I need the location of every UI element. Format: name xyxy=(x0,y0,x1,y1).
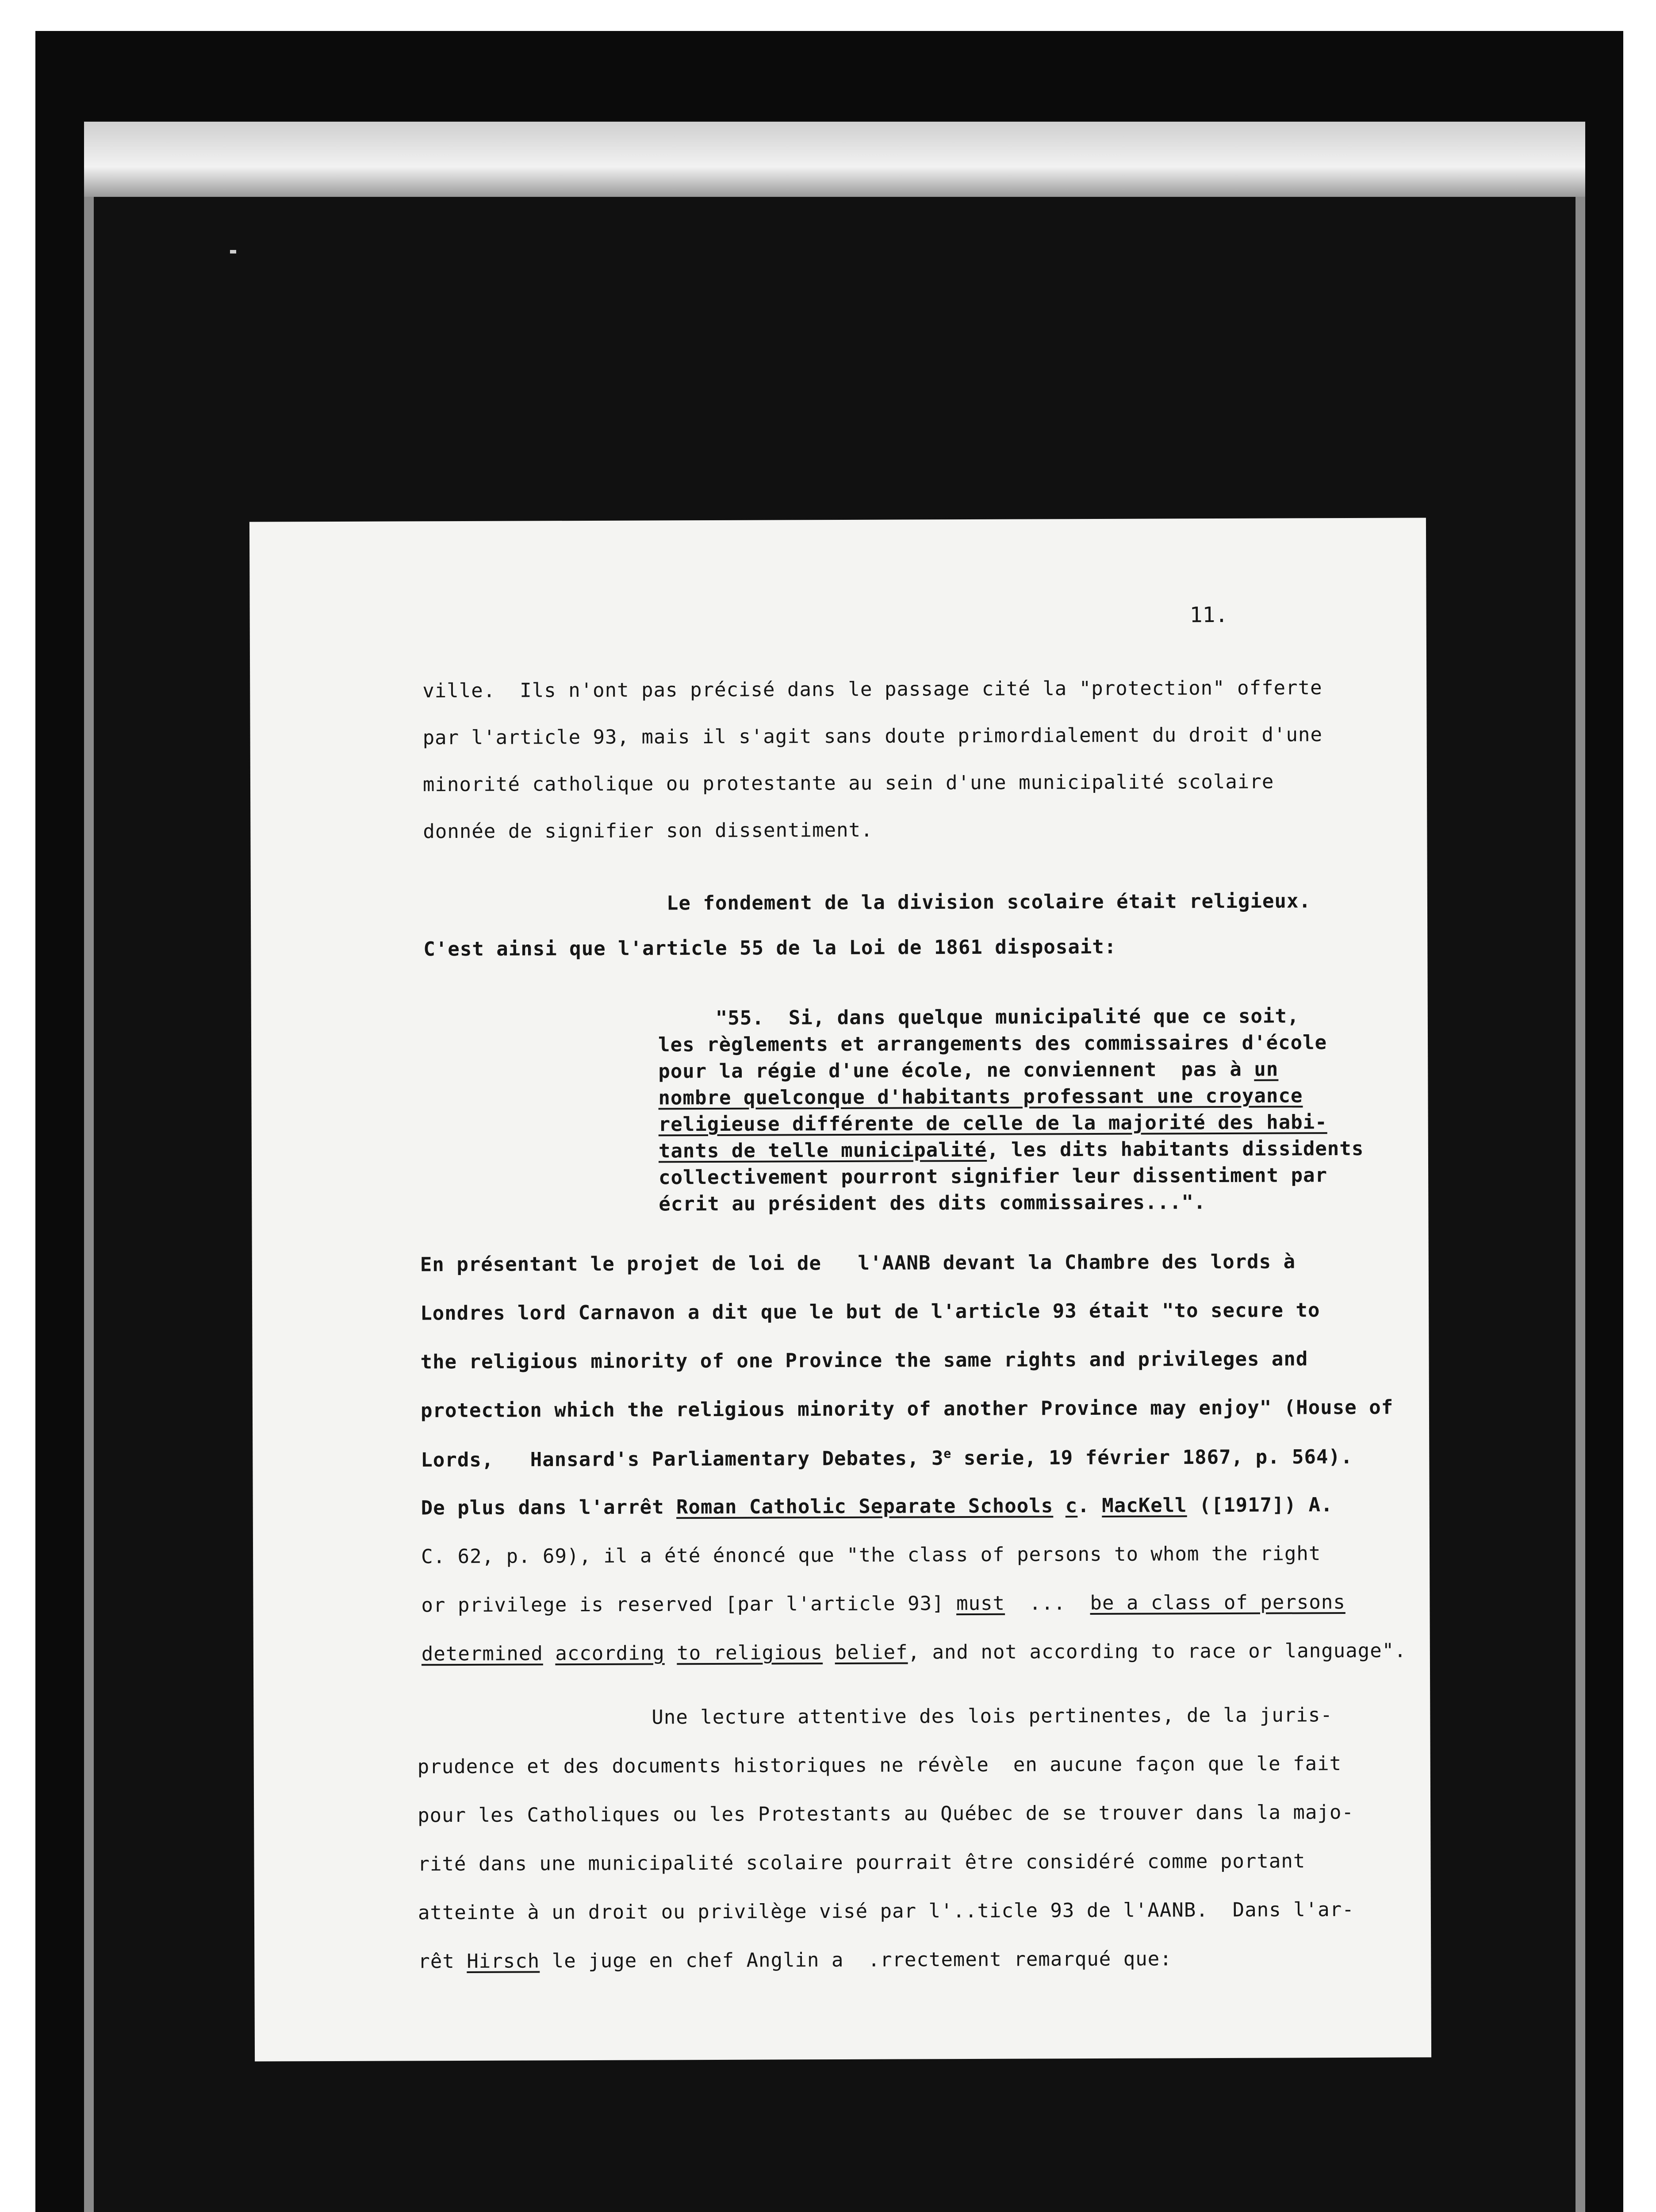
quote-line: écrit au président des dits commissaires...". xyxy=(659,1191,1206,1216)
underlined-text: be a class of persons xyxy=(1090,1591,1346,1615)
case-name: Roman Catholic Separate Schools xyxy=(676,1494,1054,1519)
film-frame-top-strip xyxy=(84,122,1585,197)
para3-text xyxy=(665,1642,677,1664)
underlined-text: must xyxy=(956,1592,1005,1615)
para4-line: rité dans une municipalité scolaire pourrait être considéré comme portant xyxy=(418,1850,1306,1876)
case-name: MacKell xyxy=(1102,1494,1187,1517)
quote-text: , les dits habitants dissidents xyxy=(987,1137,1364,1161)
para3-line xyxy=(421,1591,1345,1617)
case-name: Hirsch xyxy=(467,1950,540,1973)
para3-text: De plus dans l'arrêt xyxy=(421,1496,677,1520)
para2-line: C'est ainsi que l'article 55 de la Loi de 1861 disposait: xyxy=(423,935,1117,961)
para4-text: le juge en chef Anglin a .rrectement remarqué que: xyxy=(540,1947,1172,1973)
para4-line: atteinte à un droit ou privilège visé par l'..ticle 93 de l'AANB. Dans l'ar- xyxy=(418,1898,1354,1924)
para3-line xyxy=(421,1494,1333,1519)
underlined-text: belief xyxy=(835,1641,908,1664)
quote-line: "55. Si, dans quelque municipalité que ce soit, xyxy=(715,1005,1300,1029)
quote-text: pour la régie d'une école, ne conviennent pas à xyxy=(658,1058,1254,1083)
para4-text: rêt xyxy=(418,1950,467,1973)
para3-line xyxy=(422,1640,1407,1666)
para3-text xyxy=(823,1641,835,1664)
speck xyxy=(230,250,236,253)
quote-line: nombre quelconque d'habitants professant une croyance xyxy=(658,1084,1303,1110)
para4-line xyxy=(418,1947,1172,1973)
para4-line: prudence et des documents historiques ne révèle en aucune façon que le fait xyxy=(417,1752,1342,1778)
para3-text: or privilege is reserved [par l'article 93] xyxy=(421,1592,957,1617)
quote-line: collectivement pourront signifier leur dissentiment par xyxy=(659,1164,1328,1189)
para3-text: , and not according to race or language". xyxy=(908,1639,1407,1664)
para1-line: donnée de signifier son dissentiment. xyxy=(423,818,873,843)
quote-line xyxy=(658,1058,1278,1083)
para3-line xyxy=(421,1445,1353,1471)
para4-line: pour les Catholiques ou les Protestants au Québec de se trouver dans la majo- xyxy=(418,1801,1354,1827)
underlined-text: determined xyxy=(421,1642,543,1666)
para3-text xyxy=(1053,1494,1066,1517)
para3-line: Londres lord Carnavon a dit que le but de l'article 93 était "to secure to xyxy=(420,1299,1320,1325)
para3-text: Lords, Hansard's Parliamentary Debates, 3 xyxy=(421,1447,944,1471)
para1-line: minorité catholique ou protestante au sein d'une municipalité scolaire xyxy=(422,770,1274,796)
underlined-text: to religious xyxy=(677,1641,823,1665)
quote-line: religieuse différente de celle de la majorité des habi- xyxy=(658,1111,1327,1136)
para3-text: . xyxy=(1077,1494,1102,1517)
para3-line: En présentant le projet de loi de l'AANB devant la Chambre des lords à xyxy=(420,1250,1296,1276)
case-name: c xyxy=(1065,1494,1078,1517)
para3-line: protection which the religious minority of another Province may enjoy" (House of xyxy=(420,1396,1394,1422)
quote-line xyxy=(659,1137,1364,1163)
quote-underlined-text: tants de telle municipalité xyxy=(658,1138,987,1163)
para3-line: C. 62, p. 69), il a été énoncé que "the class of persons to whom the right xyxy=(421,1542,1321,1568)
quote-line: les règlements et arrangements des commissaires d'école xyxy=(658,1031,1327,1056)
para3-text: serie, 19 février 1867, p. 564). xyxy=(951,1445,1353,1470)
para3-text: ... xyxy=(1004,1592,1090,1615)
para1-line: ville. Ils n'ont pas précisé dans le passage cité la "protection" offerte xyxy=(422,676,1322,703)
underlined-text: according xyxy=(555,1642,665,1665)
para4-line: Une lecture attentive des lois pertinentes, de la juris- xyxy=(652,1704,1333,1729)
para1-line: par l'article 93, mais il s'agit sans doute primordialement du droit d'une xyxy=(422,723,1322,749)
para3-line: the religious minority of one Province the same rights and privileges and xyxy=(420,1348,1308,1374)
para3-text: ([1917]) A. xyxy=(1187,1494,1333,1517)
document-page xyxy=(249,518,1431,2061)
para2-line: Le fondement de la division scolaire était religieux. xyxy=(666,890,1311,915)
page-number: 11. xyxy=(1189,602,1228,628)
superscript: e xyxy=(943,1446,952,1461)
quote-underlined-text: un xyxy=(1254,1058,1279,1081)
para3-text xyxy=(543,1642,556,1665)
